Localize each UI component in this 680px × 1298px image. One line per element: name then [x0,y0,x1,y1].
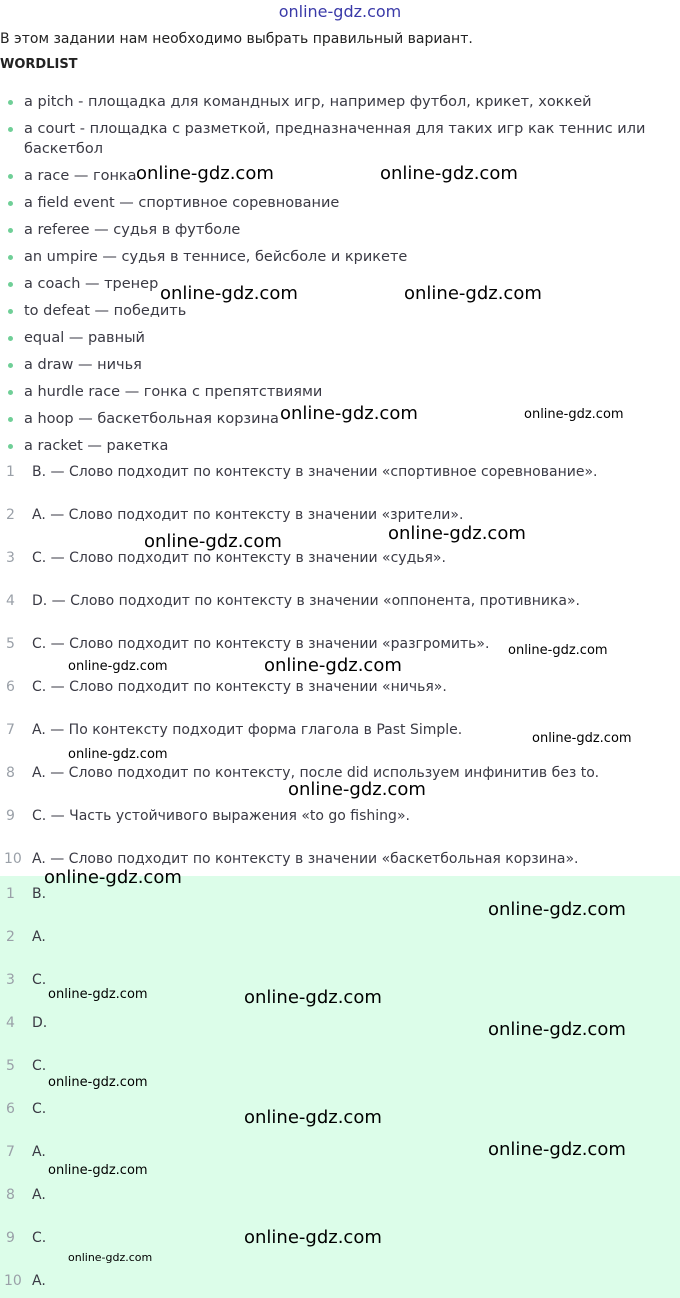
short-answer-text: A. [32,1187,46,1203]
watermark: online-gdz.com [48,1075,148,1090]
answer-text: C. — Слово подходит по контексту в значении «ничья». [32,679,447,695]
bullet-icon [8,309,13,314]
bullet-icon [8,444,13,449]
watermark: online-gdz.com [488,899,626,920]
watermark: online-gdz.com [524,407,624,422]
bullet-icon [8,100,13,105]
watermark: online-gdz.com [264,655,402,676]
answer-number: 2 [6,929,15,945]
answer-number: 9 [6,808,15,824]
answer-text: C. — Слово подходит по контексту в значении «судья». [32,550,446,566]
answer-number: 2 [6,507,15,523]
short-answers-panel [0,876,680,1298]
watermark: online-gdz.com [508,643,608,658]
watermark: online-gdz.com [144,531,282,552]
short-answer-text: C. [32,1058,47,1074]
watermark: online-gdz.com [388,523,526,544]
short-answer-text: B. [32,886,47,902]
short-answer-text: A. [32,1273,46,1289]
watermark: online-gdz.com [244,987,382,1008]
answer-text: D. — Слово подходит по контексту в значении «оппонента, противника». [32,593,581,609]
answer-number: 6 [6,1101,15,1117]
short-answer-text: D. [32,1015,48,1031]
answer-text: A. — Слово подходит по контексту, после did используем инфинитив без to. [32,765,600,781]
bullet-icon [8,417,13,422]
watermark: online-gdz.com [48,1163,148,1178]
short-answer-text: A. [32,1144,46,1160]
short-answer-text: C. [32,1101,47,1117]
short-answer-text: C. [32,1230,47,1246]
watermark: online-gdz.com [244,1107,382,1128]
answer-text: A. — По контексту подходит форма глагола в Past Simple. [32,722,463,738]
bullet-icon [8,127,13,132]
watermark: online-gdz.com [404,283,542,304]
site-header-link[interactable]: online-gdz.com [278,2,402,21]
bullet-icon [8,228,13,233]
answer-number: 8 [6,765,15,781]
answer-number: 7 [6,1144,15,1160]
answer-number: 7 [6,722,15,738]
answer-number: 5 [6,1058,15,1074]
watermark: online-gdz.com [136,163,274,184]
answer-text: A. — Слово подходит по контексту в значении «зрители». [32,507,464,523]
watermark: online-gdz.com [244,1227,382,1248]
answer-number: 6 [6,679,15,695]
watermark: online-gdz.com [280,403,418,424]
answer-number: 4 [6,593,15,609]
answer-text: A. — Слово подходит по контексту в значении «баскетбольная корзина». [32,851,579,867]
answer-number: 1 [6,464,15,480]
answer-number: 10 [4,1273,22,1289]
watermark: online-gdz.com [488,1019,626,1040]
watermark: online-gdz.com [160,283,298,304]
watermark: online-gdz.com [68,747,168,762]
short-answer-text: C. [32,972,47,988]
watermark: online-gdz.com [380,163,518,184]
bullet-icon [8,363,13,368]
answer-number: 5 [6,636,15,652]
answer-number: 3 [6,550,15,566]
answer-text: C. — Слово подходит по контексту в значении «разгромить». [32,636,490,652]
answer-text: C. — Часть устойчивого выражения «to go fishing». [32,808,410,824]
answer-number: 8 [6,1187,15,1203]
bullet-icon [8,282,13,287]
answer-number: 1 [6,886,15,902]
bullet-icon [8,390,13,395]
bullet-icon [8,336,13,341]
watermark: online-gdz.com [532,731,632,746]
answer-text: B. — Слово подходит по контексту в значении «спортивное соревнование». [32,464,598,480]
answer-number: 3 [6,972,15,988]
watermark: online-gdz.com [288,779,426,800]
answer-number: 9 [6,1230,15,1246]
short-answer-text: A. [32,929,46,945]
answer-number: 4 [6,1015,15,1031]
wordlist-heading: WORDLIST [0,57,78,72]
answer-number: 10 [4,851,22,867]
watermark: online-gdz.com [44,867,182,888]
watermark: online-gdz.com [68,1251,153,1264]
watermark: online-gdz.com [48,987,148,1002]
bullet-icon [8,174,13,179]
bullet-icon [8,201,13,206]
watermark: online-gdz.com [488,1139,626,1160]
watermark: online-gdz.com [68,659,168,674]
intro-text: В этом задании нам необходимо выбрать правильный вариант. [0,31,473,47]
bullet-icon [8,255,13,260]
